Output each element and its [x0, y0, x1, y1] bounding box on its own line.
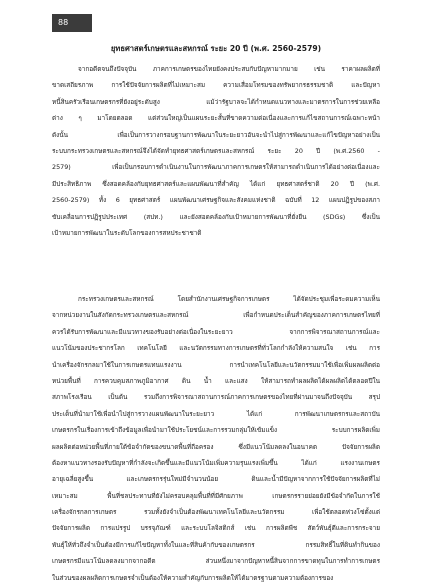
- paragraph-line: แนวโน้มของประชากรโลก เทคโนโลยี และนวัตกรรมทางการเกษตรที่ทั่วโลกกำลังให้ความสนใจ เช่น การ: [52, 344, 380, 353]
- paragraph-2: [52, 291, 380, 586]
- paragraph-line: ผลผลิตต่อหน่วยพื้นที่ภายใต้ข้อจำกัดของขนาดพื้นที่ถือครอง ซึ่งมีแนวโน้มลดลงในอนาคต ปัจจัยการผลิต: [52, 442, 380, 451]
- paragraph-line: ปัจจัยการผลิต การแปรรูป บรรจุภัณฑ์ และระบบโลจิสติกส์ เช่น การผลิตพืช สัตว์พันธุ์ดีและการกระจาย: [52, 524, 380, 533]
- paragraph-line: 2560-2579) ทั้ง 6 ยุทธศาสตร์ แผนพัฒนาเศรษฐกิจและสังคมแห่งชาติ ฉบับที่ 12 แผนปฏิรูปของสภา: [52, 196, 380, 205]
- paragraph-line: ควรได้รับการพัฒนาและมีแนวทางของรับอย่างต่อเนื่องในระยะยาว จากการพิจารณาสถานการณ์และ: [52, 327, 380, 336]
- paragraph-line: 2579) เพื่อเป็นกรอบการดำเนินงานในการพัฒนาภาคการเกษตรให้สามารถดำเนินการได้อย่างต่อเนื่องและ: [52, 163, 380, 172]
- paragraph-line: อายุเฉลี่ยสูงขึ้น และเกษตรกรรุ่นใหม่มีจำนวนน้อย ดินและน้ำมีปัญหาจากการใช้ปัจจัยการผลิตที่ไม่: [52, 475, 380, 484]
- paragraph-line: กระทรวงเกษตรและสหกรณ์ โดยสำนักงานเศรษฐกิจการเกษตร ได้จัดประชุมเพื่อระดมความเห็น: [78, 295, 380, 303]
- paragraph-line: หน่วยพื้นที่ การควบคุมสภาพภูมิอากาศ ดิน น้ำ และแสง ให้สามารถทำผลผลิตได้ผลผลิตได้ตลอดปีใน: [52, 376, 380, 385]
- paragraph-line: ดังนั้น เพื่อเป็นการวางกรอบฐานการพัฒนาในระยะยาวอันจะนำไปสู่การพัฒนาและแก้ไขปัญหาอย่างเป็น: [52, 130, 380, 139]
- document-title: ยุทธศาสตร์เกษตรและสหกรณ์ ระยะ 20 ปี (พ.ศ. 2560-2579): [110, 44, 322, 53]
- paragraph-line: ในส่วนของผลผลิตการเกษตรจำเป็นต้องให้ความสำคัญกับการผลิตให้ได้มาตรฐานตามความต้องการของ: [52, 573, 334, 582]
- paragraph-line: เกษตรกรมีแนวโน้มลดลงมากจากอดีต ส่วนหนึ่งมาจากปัญหาหนี้สินจากการขาดทุนในการทำการเกษตร: [52, 557, 380, 566]
- paragraph-line: มีประสิทธิภาพ ซึ่งสอดคล้องกับยุทธศาสตร์และแผนพัฒนาที่สำคัญ ได้แก่ ยุทธศาสตร์ชาติ 20 ปี (พ.ศ.: [52, 179, 380, 188]
- paragraph-line: เครื่องจักรกลการเกษตร รวมทั้งยังจำเป็นต้องพัฒนาเทคโนโลยีและนวัตกรรม เพื่อใช้ตลอดห่วงโซ่ตั้งแต่: [52, 508, 380, 517]
- paragraph-line: สภาพโรงเรือน เป็นต้น รวมถึงการพิจารณาสถานการณ์ภาคการเกษตรของไทยที่ผ่านมาจนถึงปัจจุบัน สรุป: [52, 393, 380, 402]
- paragraph-1: [52, 61, 380, 241]
- paragraph-line: ระบบกระทรวงเกษตรและสหกรณ์จึงได้จัดทำยุทธศาสตร์เกษตรและสหกรณ์ ระยะ 20 ปี (พ.ศ.2560 -: [52, 146, 380, 155]
- paragraph-line: จากหน่วยงานในสังกัดกระทรวงเกษตรและสหกรณ์ เพื่อกำหนดประเด็นสำคัญของภาคการเกษตรไทยที่: [52, 311, 380, 320]
- paragraph-line: จากอดีตจนถึงปัจจุบัน ภาคการเกษตรของไทยยังคงประสบกับปัญหามากมาย เช่น ราคาผลผลิตที่: [78, 65, 380, 73]
- paragraph-line: เกษตรกรในเรื่องการเข้าถึงข้อมูลเพื่อนำมาใช้ประโยชน์และการรวมกลุ่มให้เข้มแข็ง ระบบการผลิตเพิ่ม: [52, 426, 380, 435]
- paragraph-line: นำเครื่องจักรกลมาใช้ในการเกษตรแทนแรงงาน การนำเทคโนโลยีและนวัตกรรมมาใช้เพื่อเพิ่มผลผลิตต่อ: [52, 360, 380, 369]
- paragraph-line: เหมาะสม พื้นที่ชลประทานที่ยังไม่ครอบคลุมพื้นที่ที่มีศักยภาพ เกษตรกรรายย่อยยังมีข้อจำกัดในการใช้: [52, 491, 380, 500]
- paragraph-line: ประเด็นที่นำมาใช้เพื่อนำไปสู่การวางแผนพัฒนาในระยะยาว ได้แก่ การพัฒนาเกษตรกรและสถาบัน: [52, 409, 380, 418]
- paragraph-line: ต้องหาแนวทางรองรับปัญหาที่กำลังจะเกิดขึ้นและมีแนวโน้มเพิ่มความรุนแรงเพิ่มขึ้น ได้แก่ แรงงานเกษตร: [52, 458, 380, 467]
- paragraph-line: เป้าหมายการพัฒนาในระดับโลกของการสหประชาชาติ: [52, 228, 202, 237]
- paragraph-line: หนี้สินครัวเรือนเกษตรกรที่ยังอยู่ระดับสูง แม้ว่ารัฐบาลจะได้กำหนดแนวทางและมาตรการในการช่วยเหลือ: [52, 97, 380, 106]
- paragraph-line: ต่าง ๆ มาโดยตลอด แต่ส่วนใหญ่เป็นแผนระยะสั้นที่ขาดความต่อเนื่องและการแก้ไขสถานการณ์เฉพาะหน้า: [52, 114, 380, 123]
- paragraph-line: ขาดเสถียรภาพ การใช้ปัจจัยการผลิตที่ไม่เหมาะสม ความเสื่อมโทรมของทรัพยากรธรรมชาติ และปัญหา: [52, 81, 380, 90]
- paragraph-line: ขับเคลื่อนการปฏิรูปประเทศ (สปท.) และยังสอดคล้องกับเป้าหมายการพัฒนาที่ยั่งยืน (SDGs) ซึ่งเป็น: [52, 212, 380, 221]
- paragraph-line: พันธุ์ให้ทั่วถึงจำเป็นต้องมีการแก้ไขปัญหาทั้งในและที่สินค้ากับของเกษตรกร กรรมสิทธิ์ในที่ดินทำกินของ: [52, 540, 380, 549]
- page-number-badge: 88: [52, 14, 92, 32]
